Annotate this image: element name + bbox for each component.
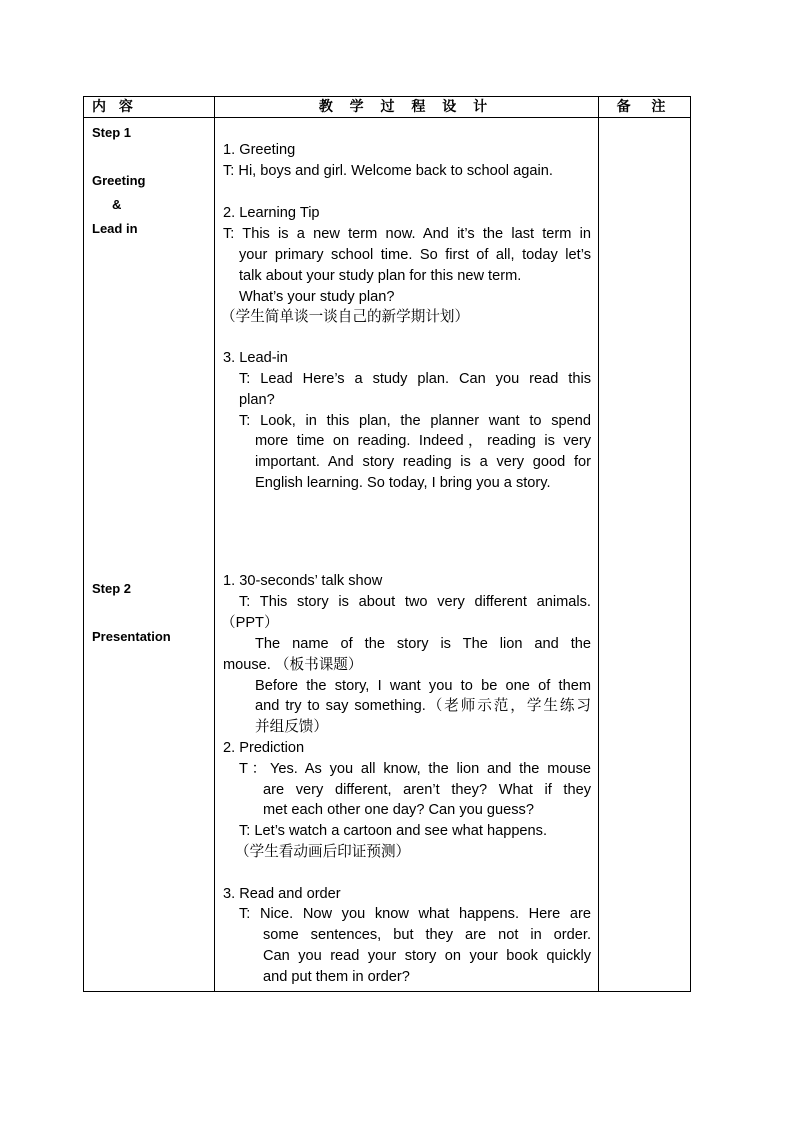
text-line: T: This is a new term now. And it’s the last term in <box>223 226 591 242</box>
text-line: mouse. （板书课题） <box>223 657 363 673</box>
text-line: 2. Prediction <box>223 740 305 756</box>
header-content: 内 容 <box>92 99 137 115</box>
text-line: plan? <box>239 392 275 408</box>
text-line: 1. 30-seconds’ talk show <box>223 573 383 589</box>
text-line: and try to say something.（老师示范，学生练习 <box>255 698 591 714</box>
text-line: Before the story, I want you to be one of them <box>255 678 591 694</box>
text-line: more time on reading. Indeed，reading is very <box>255 433 591 449</box>
header-notes: 备 注 <box>616 99 674 115</box>
text-line: （PPT） <box>221 615 279 631</box>
text-line: talk about your study plan for this new term. <box>239 268 522 284</box>
text-line: are very different, aren’t they? What if they <box>263 782 591 798</box>
text-line: T: Hi, boys and girl. Welcome back to school again. <box>223 163 553 179</box>
text-line: 并组反馈） <box>255 719 328 735</box>
text-line: Can you read your story on your book quickly <box>263 948 591 964</box>
step2-name: Presentation <box>92 629 171 644</box>
column-divider <box>214 97 215 991</box>
text-line: The name of the story is The lion and the <box>255 636 591 652</box>
text-line: your primary school time. So first of all, today let’s <box>239 247 591 263</box>
text-line: and put them in order? <box>263 969 410 985</box>
header-process: 教 学 过 程 设 计 <box>318 99 494 115</box>
text-line: important. And story reading is a very good for <box>255 454 591 470</box>
lesson-plan-table <box>83 96 691 992</box>
column-divider <box>598 97 599 991</box>
text-line: T: Nice. Now you know what happens. Here are <box>239 906 591 922</box>
step1-greeting: Greeting <box>92 173 146 188</box>
text-line: （学生看动画后印证预测） <box>235 844 411 860</box>
text-line: 3. Lead-in <box>223 350 288 366</box>
step1-title: Step 1 <box>92 125 132 140</box>
text-line: T: This story is about two very different animals. <box>239 594 591 610</box>
step1-leadin: Lead in <box>92 221 138 236</box>
text-line: 2. Learning Tip <box>223 205 320 221</box>
text-line: What’s your study plan? <box>239 289 395 305</box>
text-line: T：Yes. As you all know, the lion and the mouse <box>239 761 591 777</box>
text-line: （学生简单谈一谈自己的新学期计划） <box>221 309 470 325</box>
text-line: T: Lead Here’s a study plan. Can you read this <box>239 371 591 387</box>
table-header <box>84 97 690 118</box>
text-line: T: Let’s watch a cartoon and see what happens. <box>239 823 548 839</box>
text-line: 1. Greeting <box>223 142 296 158</box>
step2-title: Step 2 <box>92 581 132 596</box>
step1-amp: & <box>112 197 122 212</box>
text-line: met each other one day? Can you guess? <box>263 802 534 818</box>
text-line: English learning. So today, I bring you a story. <box>255 475 551 491</box>
text-line: T: Look, in this plan, the planner want to spend <box>239 413 591 429</box>
text-line: some sentences, but they are not in order. <box>263 927 591 943</box>
text-line: 3. Read and order <box>223 886 341 902</box>
